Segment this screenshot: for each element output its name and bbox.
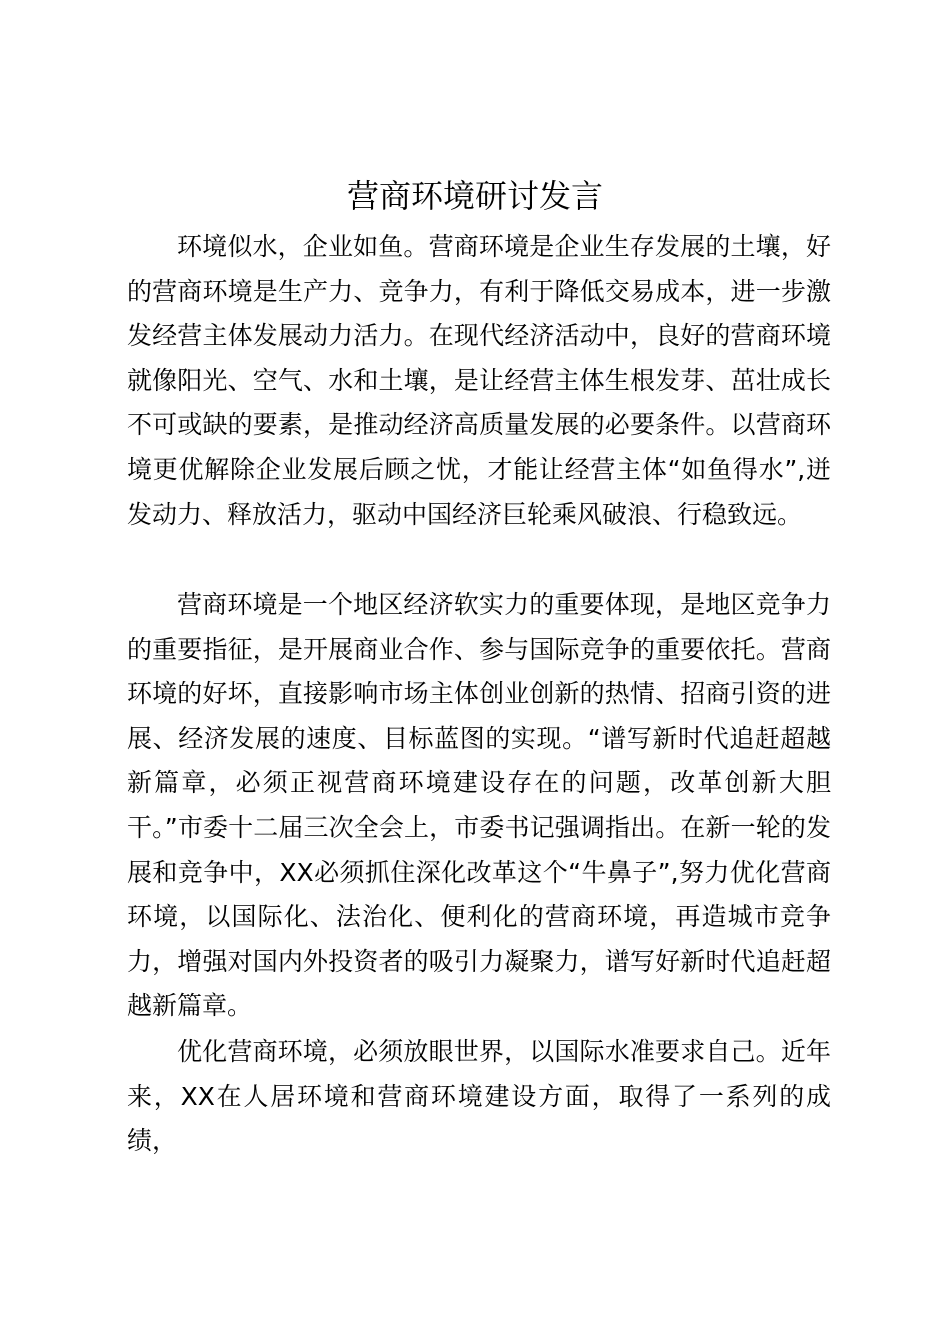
- paragraph-2: 营商环境是一个地区经济软实力的重要体现，是地区竞争力的重要指征，是开展商业合作、参与国际竞争的重要依托。营商环境的好坏，直接影响市场主体创业创新的热情、招商引资的进展、经济发展的速度、目标蓝图的实现。“谱写新时代追赶超越新篇章，必须正视营商环境建设存在的问题，改革创新大胆干。”市委十二届三次全会上，市委书记强调指出。在新一轮的发展和竞争中，XX必须抓住深化改革这个“牛鼻子”,努力优化营商环境，以国际化、法治化、便利化的营商环境，再造城市竞争力，增强对国内外投资者的吸引力凝聚力，谱写好新时代追赶超越新篇章。: [127, 590, 831, 1021]
- document-title: 营商环境研讨发言: [346, 177, 603, 215]
- paragraph-3: 优化营商环境，必须放眼世界，以国际水准要求自己。近年来，XX在人居环境和营商环境建设方面，取得了一系列的成绩，: [127, 1037, 831, 1156]
- paragraph-1: 环境似水，企业如鱼。营商环境是企业生存发展的土壤，好的营商环境是生产力、竞争力，有利于降低交易成本，进一步激发经营主体发展动力活力。在现代经济活动中，良好的营商环境就像阳光、空气、水和土壤，是让经营主体生根发芽、茁壮成长不可或缺的要素，是推动经济高质量发展的必要条件。以营商环境更优解除企业发展后顾之忧，才能让经营主体“如鱼得水”,迸发动力、释放活力，驱动中国经济巨轮乘风破浪、行稳致远。: [127, 232, 831, 529]
